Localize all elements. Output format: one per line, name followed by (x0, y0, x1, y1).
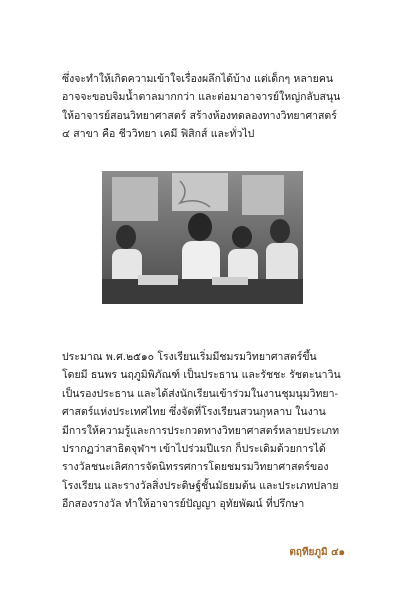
text-line: ซึ่งจะทำให้เกิดความเข้าใจเรื่องผลึกได้บ้าง แต่เด็กๆ หลายคน (62, 73, 334, 85)
text-line: ให้อาจารย์สอนวิทยาศาสตร์ สร้างห้องทดลองทางวิทยาศาสตร์ (62, 109, 337, 122)
text-line: ประมาณ พ.ศ.๒๕๑๐ โรงเรียนเริ่มมีชมรมวิทยาศาสตร์ขึ้น (62, 351, 317, 363)
text-line: อีกสองรางวัล ทำให้อาจารย์ปัญญา อุทัยพัฒน์ ที่ปรึกษา (62, 498, 305, 511)
text-line: ๔ สาขา คือ ชีววิทยา เคมี ฟิสิกส์ และทั่วไป (62, 128, 255, 141)
text-line: ปรากฏว่าสาธิตจุฬาฯ เข้าไปร่วมปีแรก ก็ประเดิมด้วยการได้ (62, 443, 326, 456)
text-line: โดยมี ธนพร นฤภูมิพิภัณฑ์ เป็นประธาน และรัชชะ รัชตะนาวิน (62, 369, 341, 382)
text-line: มีการให้ความรู้และการประกวดทางวิทยาศาสตร์หลายประเภท (62, 424, 340, 437)
text-line: ศาสตร์แห่งประเทศไทย ซึ่งจัดที่โรงเรียนสวนกุหลาบ ในงาน (62, 406, 326, 419)
photo-image (102, 171, 303, 304)
text-line: เป็นรองประธาน และได้ส่งนักเรียนเข้าร่วมในงานชุมนุมวิทยา- (62, 387, 339, 400)
paragraph-2 (62, 348, 348, 514)
page-footer: ตฤทียภูมิ ๔๑ (289, 547, 345, 558)
text-line: อาจจะขอบจิมน้ำตาลมากกว่า และต่อมาอาจารย์ใหญ่กลับสนุน (62, 91, 341, 104)
text-line: โรงเรียน และรางวัลสิ่งประดิษฐ์ชั้นมัธยมต้น และประเภทปลาย (62, 479, 339, 492)
photo (102, 171, 303, 304)
paragraph-1 (62, 70, 348, 144)
text-line: รางวัลชนะเลิศการจัดนิทรรศการโดยชมรมวิทยาศาสตร์ของ (62, 461, 329, 474)
